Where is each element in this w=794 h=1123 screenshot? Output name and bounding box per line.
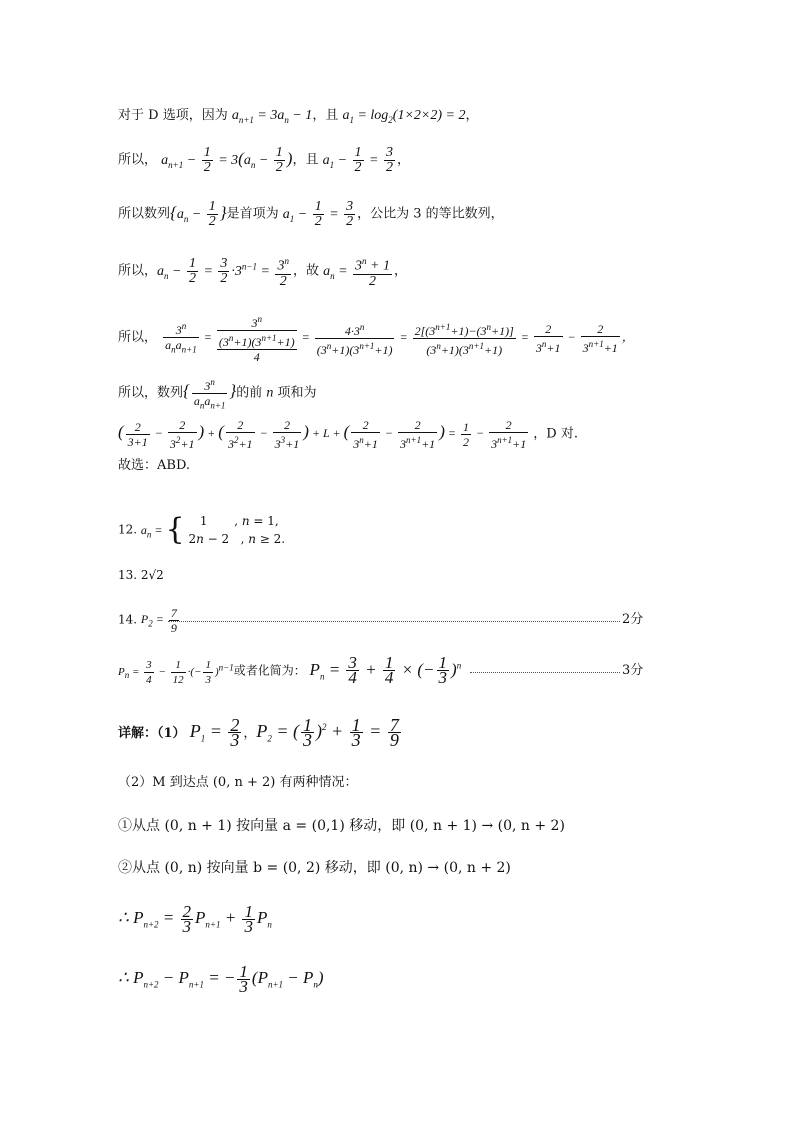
line-shift: 所以， $a_{n+1}$ − $\frac{1}{2}$ = $3(a_n$ − $\frac{1}{2}$ )，且 $a_1$ − $\frac{1}{2}$ = $\frac{3}{2}$ ， [118, 145, 410, 175]
solution-head: 详解：（1） [118, 726, 186, 741]
shift-formula: $a_{n+1}$ − $\frac{1}{2}$ = $3(a_n$ − $\frac{1}{2}$ ) [161, 145, 293, 175]
q14-answer-line1: 14. $P_2$ = $\frac{7}{9}$ [118, 606, 177, 635]
so-label-5: 所以， [118, 329, 158, 345]
q13-text: 13. 2√2 [118, 568, 164, 582]
case1-text: ①从点 (0, n + 1) 按向量 a = (0,1) 移动，即 (0, n + 1) → (0, n + 2) [118, 818, 565, 834]
solution-part1: 详解：（1） $P_1$ = $\frac{2}{3}$ ，$P_2$ = ( $\frac{1}{3}$ )$^2$ + $\frac{1}{3}$ = $\frac{7}{9}$ [118, 715, 399, 751]
line-geometric: 所以数列{$a_n$ − $\frac{1}{2}$ }是首项为 $a_1$ − $\frac{1}{2}$ = $\frac{3}{2}$ ，公比为 3 的等比数列， [118, 199, 504, 229]
line-d-option: 对于 D 选项，因为 $a_{n+1} = 3a_n - 1$，且 $a_1 = \log_2(1\times 2\times 2) = 2$， [118, 108, 479, 125]
solution-case1 [118, 816, 565, 836]
telescoping-formula: $\frac{3^n}{a_na_{n+1}}$ = 3$^n$ $(3^n+1)(3^{n+1}+1)$ 4 = $\frac{4\cdot 3^n}{(3^n+1)(3^{n+1}+1)}$ = $\frac{2[(3^{n+1}+1)-(3^n+1)]}{(3^n+1)(3^{n+1}+1)}$ = $\frac{2}{3^n+1}$ − $\frac{2}{3^{n+1}+1}$ ， [165, 314, 634, 364]
score-2: 2分 [622, 612, 644, 627]
score-3: 3分 [622, 663, 644, 678]
dotted-leader-1 [168, 621, 620, 622]
q12-answer: 12. $a_n$ = { 1 , n = 1, 2n − 2 , n ≥ 2. [118, 512, 286, 547]
answer-choice [118, 456, 190, 476]
sum-intro-label: 所以，数列 [118, 385, 184, 401]
solution-eq2: ∴ $P_{n+2} - P_{n+1}$ = − $\frac{1}{3}$ $(P_{n+1} - P_n)$ [118, 962, 324, 996]
line-general-term: 所以，$a_n$ − $\frac{1}{2}$ = $\frac{3}{2}$ $\cdot 3^{n-1}$ = $\frac{3^n}{2}$ ，故 $a_n$ = $\frac{3^n + 1}{2}$ ， [118, 255, 408, 289]
sequence-def: {$a_n$ − $\frac{1}{2}$ } [170, 199, 227, 229]
solution-part2 [118, 773, 357, 793]
general-term-formula: $a_n$ − $\frac{1}{2}$ = $\frac{3}{2}$ $\cdot 3^{n-1}$ = $\frac{3^n}{2}$ [157, 255, 289, 289]
solution-case2 [118, 858, 511, 878]
initial-value: $a_1 = \log_2(1\times 2\times 2) = 2$ [342, 108, 466, 125]
shift-initial: $a_1$ − $\frac{1}{2}$ = $\frac{3}{2}$ [322, 145, 393, 175]
geometric-text: 是首项为 [226, 206, 283, 222]
so-label-2: 所以， [118, 152, 158, 168]
line-sum: ( $\frac{2}{3+1}$ − $\frac{2}{3^2+1}$ ) + ( $\frac{2}{3^2+1}$ − $\frac{2}{3^3+1}$ ) + L + ( $\frac{2}{3^n+1}$ − $\frac{2}{3^{n+1}+1}$ ) = $\frac{1}{2}$ − $\frac{2}{3^{n+1}+1}$ ，D 对. [118, 418, 578, 451]
dotted-leader-2 [470, 672, 620, 673]
q14-answer-line2: $P_n$ = $\frac{3}{4}$ − $\frac{1}{12}$ ·(− $\frac{1}{3}$ )$^{n-1}$或者化简为： $P_n$ = $\frac{3}{4}$ + $\frac{1}{4}$ × (− $\frac{1}{3}$ )$^n$ [118, 653, 462, 688]
so-sequence-label: 所以数列 [118, 206, 171, 222]
an-formula: $a_n$ = $\frac{3^n + 1}{2}$ [323, 256, 390, 289]
d-option-text-2: ，且 [312, 108, 343, 123]
q14-label: 14. [118, 612, 138, 627]
line-sum-intro: 所以，数列{ $\frac{3^n}{a_na_{n+1}}$ }的前 n 项和为 [118, 377, 317, 411]
so-label-4: 所以， [118, 263, 158, 279]
answer-choice-text: 故选：ABD. [118, 458, 191, 473]
d-option-text: 对于 D 选项，因为 [118, 108, 232, 123]
line-telescoping [118, 312, 634, 364]
q12-label: 12. [118, 522, 138, 537]
sum-formula: ( $\frac{2}{3+1}$ − $\frac{2}{3^2+1}$ ) + ( $\frac{2}{3^2+1}$ − $\frac{2}{3^3+1}$ ) + L + ( $\frac{2}{3^n+1}$ − $\frac{2}{3^{n+1}+1}$ ) = $\frac{1}{2}$ − $\frac{2}{3^{n+1}+1}$ [118, 418, 527, 451]
recurrence-formula: $a_{n+1} = 3a_n - 1$ [231, 108, 313, 125]
part2-text: （2）M 到达点 (0, n + 2) 有两种情况： [118, 775, 358, 790]
case2-text: ②从点 (0, n) 按向量 b = (0, 2) 移动，即 (0, n) → (0, n + 2) [118, 860, 511, 876]
q13-answer [118, 565, 164, 585]
solution-eq1: ∴ $P_{n+2}$ = $\frac{2}{3}$ $P_{n+1}$ + $\frac{1}{3}$ $P_n$ [118, 902, 272, 936]
